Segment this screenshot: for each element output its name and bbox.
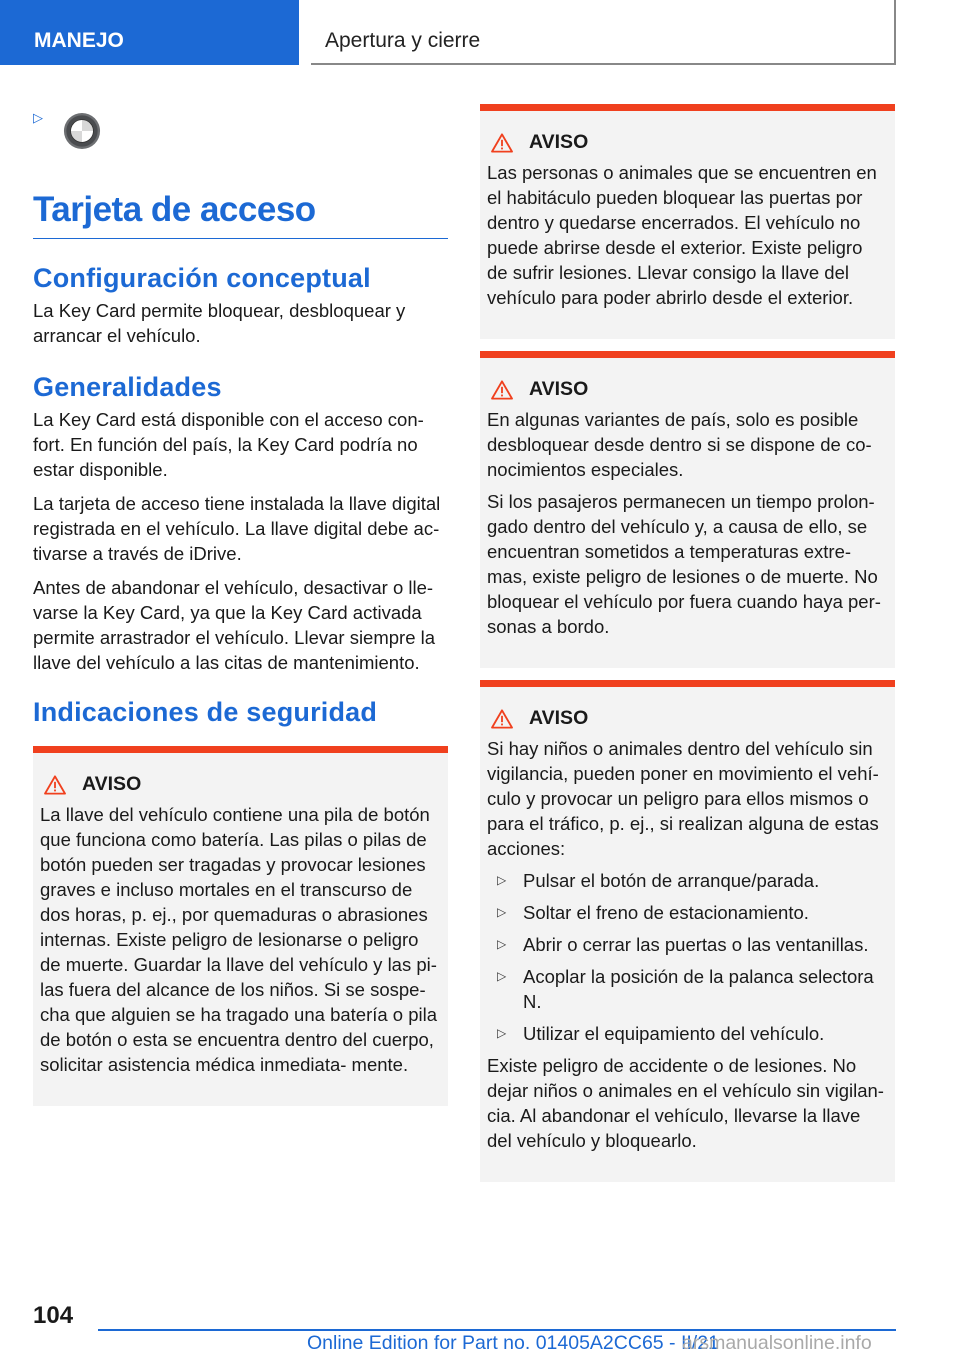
list-item: ▷ Utilizar el equipamiento del vehículo.	[497, 1023, 825, 1044]
section-title-general: Generalidades	[33, 372, 222, 402]
right-column	[480, 104, 895, 1182]
warning-header	[487, 131, 887, 154]
section-title-concept: Configuración conceptual	[33, 263, 371, 293]
watermark: arsmanualsonline.info	[682, 1332, 872, 1354]
list-item: ▷ Abrir o cerrar las puertas o las ventanillas.	[497, 934, 869, 955]
warning-header	[40, 773, 440, 796]
warning-text: Si hay niños o animales dentro del vehículo sin vigilancia, pueden poner en movimiento el vehí- culo y provocar un peligro para ellos mismos o para el tráfico, p. ej., si realizan alguna de estas acciones:	[487, 738, 879, 859]
page-title: Tarjeta de acceso	[33, 190, 448, 239]
triangle-right-icon: ▷	[497, 1026, 507, 1040]
warning-text: La llave del vehículo contiene una pila de botón que funciona como batería. Las pilas o pilas de botón pueden ser tragadas y provocar lesiones graves e incluso mortales en el transcurso de dos horas, p. ej., por quemaduras o abrasiones internas. Existe peligro de lesionarse o peligro de muerte. Guardar la llave del vehículo y las pi- las fuera del alcance de los niños. Si se sospe- cha que alguien se ha tragado una batería o pila de botón o esta se encuentra dentro del cuerpo, solicitar asistencia médica inmediata- mente.	[40, 804, 438, 1075]
warning-label: AVISO	[82, 773, 142, 795]
warning-text: Si los pasajeros permanecen un tiempo prolon- gado dentro del vehículo y, a causa de ello, se encuentran sometidos a temperaturas extre- mas, existe peligro de lesiones o de muerte. No bloquear el vehículo por fuera cuando haya per- sonas a bordo.	[487, 491, 881, 637]
warning-box	[33, 746, 448, 1106]
triangle-right-icon: ▷	[497, 937, 507, 951]
logo-row	[33, 104, 448, 160]
warning-header	[487, 707, 887, 730]
warning-triangle-icon	[491, 133, 513, 153]
action-list	[487, 868, 887, 1046]
list-item: ▷ Acoplar la posición de la palanca selectora N.	[497, 966, 874, 1012]
header-chapter-title: Apertura y cierre	[311, 0, 896, 65]
left-column	[33, 104, 448, 1106]
section-title-safety: Indicaciones de seguridad	[33, 697, 378, 727]
warning-label: AVISO	[529, 707, 589, 729]
warning-box	[480, 351, 895, 668]
warning-header	[487, 378, 887, 401]
footer-edition: Online Edition for Part no. 01405A2CC65 - II/21	[307, 1332, 719, 1354]
warning-text: Las personas o animales que se encuentren en el habitáculo pueden bloquear las puertas por dentro y quedarse encerrados. El vehículo no puede abrirse desde el exterior. Existe peligro de sufrir lesiones. Llevar consigo la llave del vehículo para poder abrirlo desde el exterior.	[487, 162, 877, 308]
warning-box	[480, 680, 895, 1182]
warning-text: Existe peligro de accidente o de lesiones. No dejar niños o animales en el vehículo sin vigilan- cia. Al abandonar el vehículo, llevarse la llave del vehículo y bloquearlo.	[487, 1055, 884, 1151]
paragraph: La tarjeta de acceso tiene instalada la llave digital registrada en el vehículo. La llave digital debe ac- tivarse a través de iDrive.	[33, 493, 441, 564]
triangle-right-icon: ▷	[497, 969, 507, 983]
warning-triangle-icon	[491, 709, 513, 729]
warning-box	[480, 104, 895, 339]
header-section-tab[interactable]: MANEJO	[0, 0, 299, 65]
warning-triangle-icon	[44, 775, 66, 795]
triangle-right-icon: ▷	[497, 873, 507, 887]
warning-triangle-icon	[491, 380, 513, 400]
warning-label: AVISO	[529, 378, 589, 400]
paragraph: La Key Card está disponible con el acceso con- fort. En función del país, la Key Card podría no estar disponible.	[33, 409, 424, 480]
bmw-logo	[63, 112, 101, 150]
paragraph: La Key Card permite bloquear, desbloquear y arrancar el vehículo.	[33, 300, 406, 346]
triangle-right-icon: ▷	[497, 905, 507, 919]
paragraph: Antes de abandonar el vehículo, desactivar o lle- varse la Key Card, ya que la Key Card activada permite arrastrador el vehículo. Llevar siempre la llave del vehículo a las citas de mantenimiento.	[33, 577, 436, 673]
footer-divider	[98, 1329, 896, 1331]
triangle-right-icon: ▷	[33, 110, 43, 125]
warning-label: AVISO	[529, 131, 589, 153]
page-number: 104	[33, 1302, 74, 1329]
list-item: ▷ Pulsar el botón de arranque/parada.	[497, 870, 820, 891]
warning-text: En algunas variantes de país, solo es posible desbloquear desde dentro si se dispone de co- nocimientos especiales.	[487, 409, 872, 480]
list-item: ▷ Soltar el freno de estacionamiento.	[497, 902, 809, 923]
